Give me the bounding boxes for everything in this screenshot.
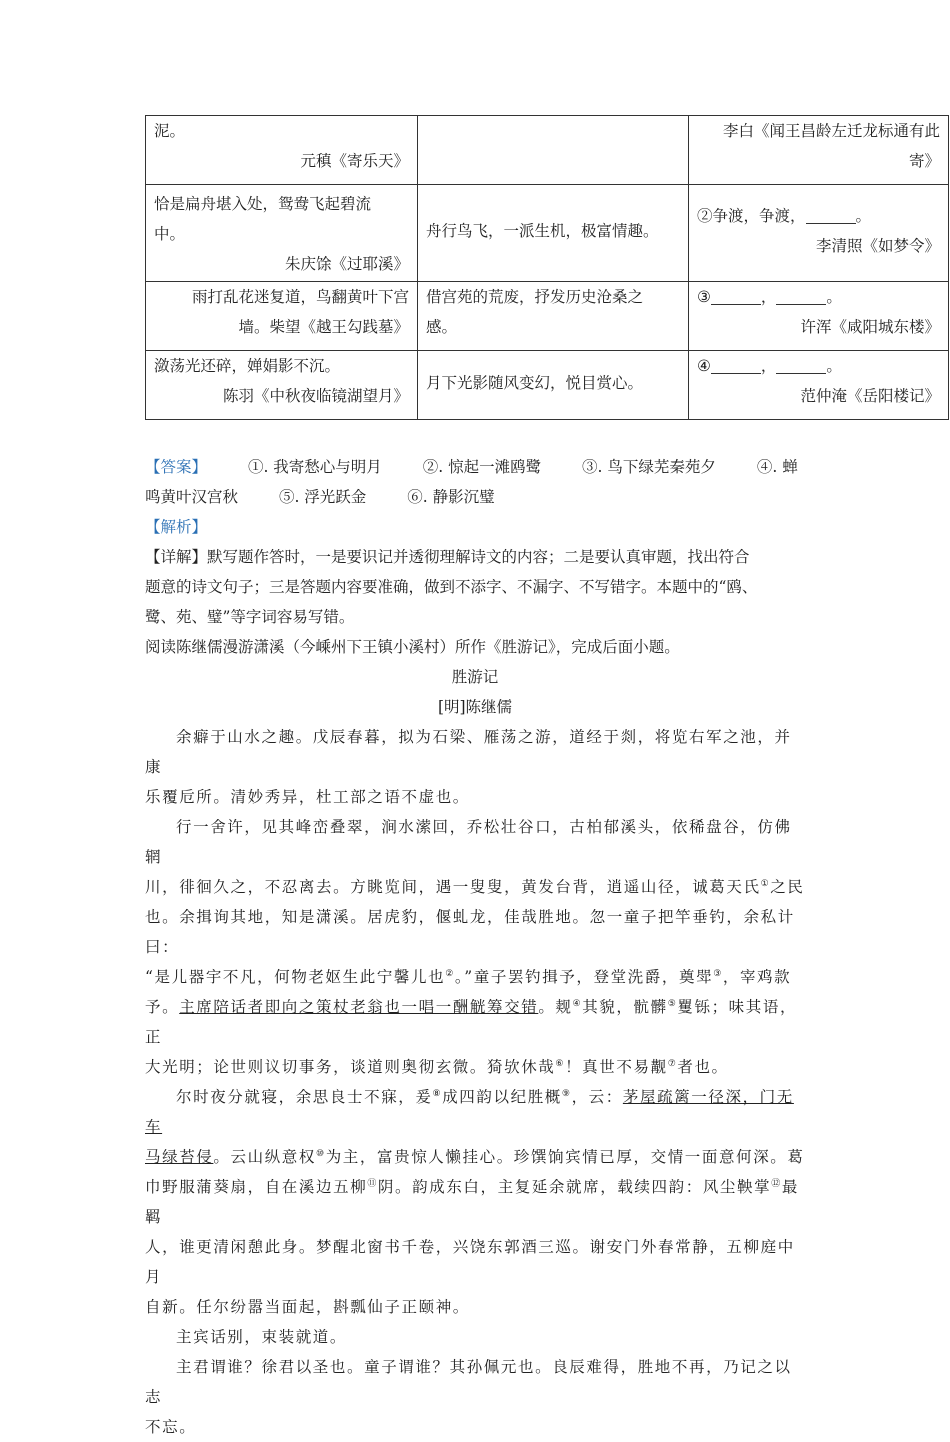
footnote-marker: ⑦ [667,1058,678,1069]
blank-line [711,286,761,305]
table-row [146,116,949,185]
article-text: 阴。韵成东白，主复延余就席，载续四韵：风尘鞅掌 [377,1178,772,1196]
answer-item: ①. 我寄愁心与明月 [247,458,382,476]
poem-source: 陈羽《中秋夜临镜湖望月》 [222,387,409,405]
analysis-text: 鹭、苑、璧”等字词容易写错。 [145,608,355,626]
article-text: 之民 [770,878,805,896]
table-cell [146,351,418,420]
article-text: 余癖于山水之趣。戊辰春暮，拟为石梁、雁荡之游，道经于剡，将览右军之池，并康 [145,728,792,776]
poem-line: ②争渡，争渡， [697,207,806,225]
blank-line [711,355,761,374]
poem-line: 泥。 [154,122,186,140]
table-cell [689,351,949,420]
answer-item: 鸣黄叶汉宫秋 [145,488,239,506]
footnote-marker: ⑨ [561,1088,572,1099]
blank-line [776,286,826,305]
analysis-label: 【解析】 [145,518,208,536]
footnote-marker: ⑫ [771,1178,782,1189]
answer-line [145,452,805,482]
article-text: “是儿器宇不凡，何物老妪生此宁馨儿也 [145,968,446,986]
underlined-sentence: 主席陪话者即向之策杖老翁也一唱一酬觥筹交错 [179,998,539,1016]
article-text: 也。余揖询其地，知是潇溪。居虎豹，偃虬龙，佳哉胜地。忽一童子把竿垂钓，余私计曰： [145,908,795,956]
article-line [145,1172,805,1232]
poem-line: 中。 [154,225,186,243]
article-text: 成四韵以纪胜概 [442,1088,562,1106]
answer-item: ④. 蝉 [756,458,798,476]
underlined-sentence: 马绿苔侵 [145,1148,214,1166]
article-line [145,1082,805,1142]
article-text: 为主，富贵惊人懒挂心。珍馔饷宾情已厚，交情一面意何深。葛 [325,1148,805,1166]
article-body [145,722,805,1442]
article-text: 行一舍许，见其峰峦叠翠，涧水潆回，乔松壮谷口，古柏郁溪头，依稀盘谷，仿佛辋 [145,818,792,866]
fill-blank-line [697,185,940,231]
blank-line [776,355,826,374]
poem-source: 许浑《咸阳城东楼》 [800,318,940,336]
poem-source: 朱庆馀《过耶溪》 [284,255,409,273]
article-text: 其貌，骯髒 [582,998,668,1016]
table-cell [146,185,418,282]
article-text: 予。 [145,998,180,1016]
article-text: 不忘。 [145,1418,197,1436]
article-text: ，宰鸡款 [722,968,792,986]
article-text: 者也。 [677,1058,729,1076]
table-row [146,185,949,282]
article-line [145,872,805,902]
footnote-marker: ② [445,968,455,979]
footnote-marker: ① [760,878,771,889]
article-line [145,962,805,992]
article-text: 自新。任尔纷嚣当面起，斟瓢仙子正颐神。 [145,1298,470,1316]
article-line [145,992,805,1052]
table-cell [146,116,418,185]
article-text: ，云： [571,1088,623,1106]
article-text: 尔时夜分就寝，余思良士不寐，爰 [176,1088,433,1106]
article-text: 人，谁更清闲憩此身。梦醒北窗书千卷，兴饶东郭酒三巡。谢安门外春常静，五柳庭中月 [145,1238,795,1286]
answer-label: 【答案】 [145,458,208,476]
article-text: 。”童子罢钓揖予，登堂洗爵，奠斝 [454,968,714,986]
answer-item: ②. 惊起一滩鸥鹭 [422,458,542,476]
explanation-text: 借宫苑的荒废，抒发历史沧桑之 [426,288,644,306]
reading-intro: 阅读陈继儒漫游潇溪（今嵊州下王镇小溪村）所作《胜游记》，完成后面小题。 [145,638,680,656]
explanation-text: 舟行鸟飞，一派生机，极富情趣。 [426,222,659,240]
table-cell [689,116,949,185]
table-cell [689,185,949,282]
footnote-marker: ⑥ [555,1058,566,1069]
article-text: 矍铄；味其语，正 [145,998,798,1046]
poem-line: 潋荡光还碎，婵娟影不沉。 [154,357,341,375]
footnote-marker: ④ [572,998,583,1009]
article-text: 主君谓谁？徐君以圣也。童子谓谁？其孙佩元也。良辰难得，胜地不再，乃记之以志 [145,1358,792,1406]
detail-label: 【详解】 [145,548,208,566]
table-row [146,351,949,420]
footnote-marker: ⑧ [432,1088,443,1099]
table-cell [689,282,949,351]
article-line [145,1052,805,1082]
analysis-heading [145,512,805,542]
article-text: 川，徘徊久之，不忍离去。方眺览间，遇一叟叟，黄发台背，逍遥山径，诚葛天氏 [145,878,761,896]
poem-source: 李白《闻王昌龄左迁龙标通有此 [722,122,940,140]
poem-source: 范仲淹《岳阳楼记》 [800,387,940,405]
analysis-text: 默写题作答时，一是要识记并透彻理解诗文的内容；二是要认真审题，找出符合 [207,548,750,566]
fill-blank-line [697,282,940,312]
explanation-text: 月下光影随风变幻，悦目赏心。 [426,374,644,392]
article-text: 乐覆卮所。清妙秀异，杜工部之语不虚也。 [145,788,470,806]
poem-line: 墙。柴望《越王勾践墓》 [238,318,409,336]
article-text: 。云山纵意权 [213,1148,317,1166]
table-row [146,282,949,351]
explanation-text: 感。 [426,318,458,336]
punctuation: 。 [826,357,842,375]
answer-item: ⑥. 静影沉璧 [407,488,495,506]
article-text: 主宾话别，束装就道。 [176,1328,348,1346]
poem-source: 元稹《寄乐天》 [300,152,409,170]
footnote-marker: ⑪ [367,1178,378,1189]
article-title: 胜游记 [451,668,499,686]
article-text: 大光明；论世则议切事务，谈道则奥彻玄微。猗欤休哉 [145,1058,556,1076]
poem-source: 寄》 [908,152,940,170]
answer-line [145,482,805,512]
article-paragraph [145,722,805,782]
article-text: 最羁 [145,1178,799,1226]
table-cell [418,282,689,351]
answer-section [145,452,805,722]
article-text: ！真世不易觏 [565,1058,668,1076]
analysis-text: 题意的诗文句子；三是答题内容要准确，做到不添字、不漏字、不写错字。本题中的“鸥、 [145,578,758,596]
poem-source: 李清照《如梦令》 [815,237,940,255]
footnote-marker: ⑤ [667,998,678,1009]
punctuation: ， [760,288,777,306]
poem-table [145,115,949,420]
article-text: 巾野服蒲葵扇，自在溪边五柳 [145,1178,368,1196]
article-line [145,1142,805,1172]
fill-blank-line [697,351,940,381]
underlined-sentence: 茅屋疏篱一径深，门无车 [145,1088,794,1136]
answer-item: ③. 鸟下绿芜秦苑夕 [582,458,716,476]
punctuation: 。 [855,207,872,225]
table-cell [146,282,418,351]
blank-line [806,205,856,224]
table-cell [418,351,689,420]
article-author: [明]陈继儒 [437,698,513,716]
answer-item: ⑤. 浮光跃金 [278,488,367,506]
number-marker: ④ [697,357,711,375]
poem-line: 雨打乱花迷复道，鸟翻黄叶下宫 [191,288,409,306]
table-cell [418,185,689,282]
article-text: 。觌 [538,998,573,1016]
footnote-marker: ⑩ [316,1148,326,1159]
punctuation: 。 [826,288,842,306]
punctuation: ， [760,357,777,375]
footnote-marker: ③ [713,968,723,979]
analysis-line [145,542,805,572]
poem-line: 恰是扁舟堪入处，鸳鸯飞起碧流 [154,195,372,213]
number-marker: ③ [697,288,711,306]
table-cell [418,116,689,185]
